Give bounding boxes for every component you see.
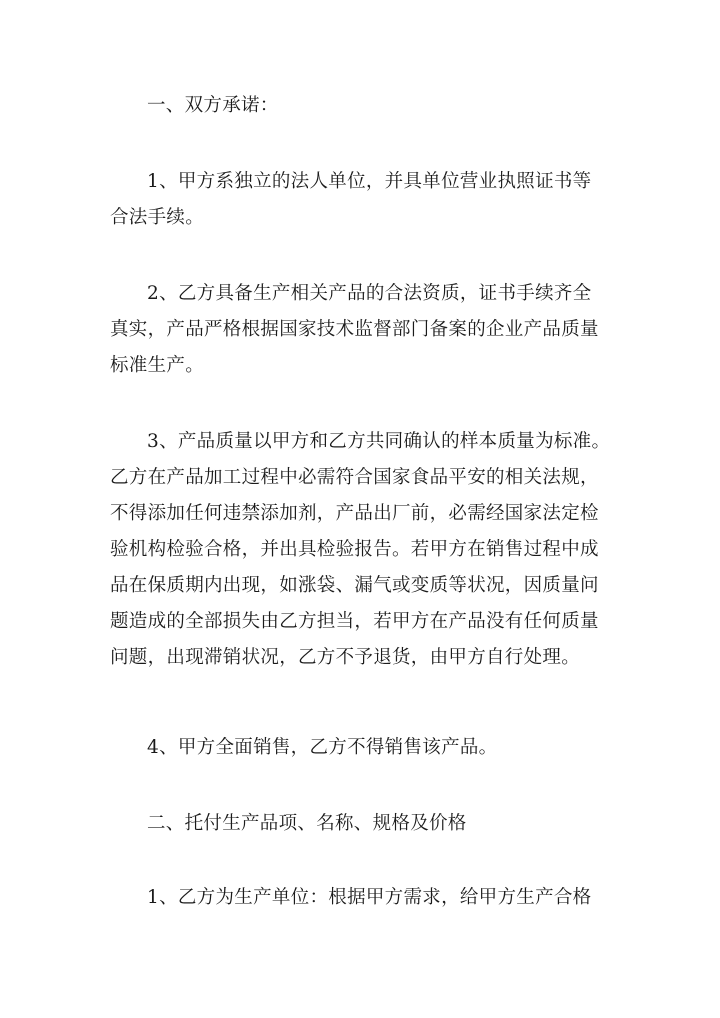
paragraph-item-3: 3、产品质量以甲方和乙方共同确认的样本质量为标准。 乙方在产品加工过程中必需符合国家食品平安的相关法规， 不得添加任何违禁添加剂，产品出厂前，必需经国家法定检 验机构检验合格，并出具检验报告。若甲方在销售过程中成 品在保质期内出现，如涨袋、漏气或变质等状况，因质量问 题造成的全部损失由乙方担当，若甲方在产品没有任何质量 问题，出现滞销状况，乙方不予退货，由甲方自行处理。 <box>110 431 611 668</box>
paragraph-section2-item-1: 1、乙方为生产单位：根据甲方需求，给甲方生产合格 <box>147 887 592 908</box>
section-heading-commitments: 一、双方承诺： <box>147 95 279 116</box>
paragraph-item-1: 1、甲方系独立的法人单位，并具单位营业执照证书等 合法手续。 <box>110 171 592 228</box>
section-heading-products: 二、托付生产品项、名称、规格及价格 <box>147 813 467 834</box>
paragraph-item-4: 4、甲方全面销售，乙方不得销售该产品。 <box>147 737 498 758</box>
paragraph-item-2: 2、乙方具备生产相关产品的合法资质，证书手续齐全 真实，产品严格根据国家技术监督部门备案的企业产品质量 标准生产。 <box>110 283 599 376</box>
